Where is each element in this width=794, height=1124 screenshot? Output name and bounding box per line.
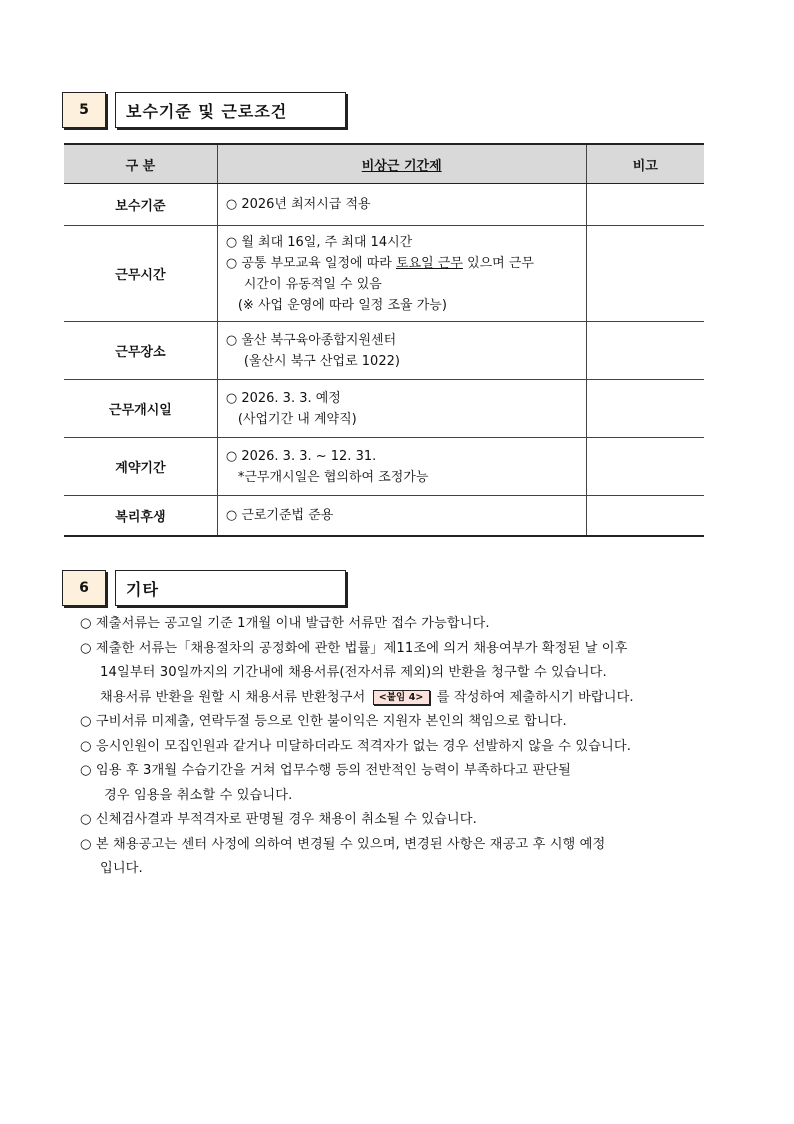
section-5-title: 보수기준 및 근로조건 — [115, 92, 346, 128]
content-line: (울산시 북구 산업로 1022) — [243, 353, 400, 369]
other-notes-list — [80, 612, 720, 882]
note-item: ○ 임용 후 3개월 수습기간을 거쳐 업무수행 등의 전반적인 능력이 부족하다고 판단될 — [80, 763, 571, 778]
row-content-contract-period — [217, 438, 586, 496]
row-label-pay-standard: 보수기준 — [64, 184, 217, 226]
table-row — [64, 322, 704, 380]
row-label-contract-period: 계약기간 — [64, 438, 217, 496]
row-content-work-hours — [217, 226, 586, 322]
row-label-start-date: 근무개시일 — [64, 380, 217, 438]
content-line: *근무개시일은 협의하여 조정가능 — [237, 469, 429, 485]
row-note — [586, 184, 704, 226]
content-line: 시간이 유동적일 수 있음 — [243, 276, 382, 292]
content-line: ○ 2026년 최저시급 적용 — [225, 197, 371, 212]
note-text: 채용서류 반환을 원할 시 채용서류 반환청구서 — [100, 689, 366, 705]
note-item: ○ 응시인원이 모집인원과 같거나 미달하더라도 적격자가 없는 경우 선발하지 않을 수 있습니다. — [80, 738, 631, 754]
attachment-4-tag: <붙임 4> — [373, 690, 430, 705]
note-item-continuation — [80, 686, 720, 711]
saturday-work-text: 토요일 근무 — [396, 255, 463, 271]
content-line: ○ 울산 북구육아종합지원센터 — [225, 332, 397, 348]
row-content-start-date — [217, 380, 586, 438]
note-item: ○ 구비서류 미제출, 연락두절 등으로 인한 불이익은 지원자 본인의 책임으로 합니다. — [80, 714, 567, 729]
row-label-work-place: 근무장소 — [64, 322, 217, 380]
content-line: ○ 월 최대 16일, 주 최대 14시간 — [225, 234, 413, 250]
row-note — [586, 226, 704, 322]
table-row — [64, 226, 704, 322]
table-row — [64, 438, 704, 496]
content-line: ○ 2026. 3. 3. 예정 — [225, 390, 341, 406]
row-note — [586, 438, 704, 496]
row-label-benefits: 복리후생 — [64, 496, 217, 536]
working-conditions-table — [64, 143, 704, 537]
content-line: (※ 사업 운영에 따라 일정 조율 가능) — [237, 297, 447, 313]
table-row — [64, 496, 704, 536]
content-line: ○ 2026. 3. 3. ~ 12. 31. — [225, 448, 377, 464]
row-note — [586, 496, 704, 536]
note-item-continuation: 입니다. — [100, 861, 143, 876]
row-content-benefits — [217, 496, 586, 536]
row-content-pay-standard — [217, 184, 586, 226]
table-row — [64, 184, 704, 226]
content-line — [226, 253, 586, 274]
header-part-time-contract: 비상근 기간제 — [217, 144, 586, 184]
table-row — [64, 380, 704, 438]
header-category: 구 분 — [64, 144, 217, 184]
row-label-work-hours: 근무시간 — [64, 226, 217, 322]
note-item-continuation: 경우 임용을 취소할 수 있습니다. — [104, 787, 293, 803]
row-content-work-place — [217, 322, 586, 380]
content-line: ○ 근로기준법 준용 — [225, 507, 334, 523]
section-6-title: 기타 — [115, 570, 346, 606]
section-6-number: 6 — [62, 570, 106, 606]
note-item: ○ 제출한 서류는「채용절차의 공정화에 관한 법률」제11조에 의거 채용여부가 확정된 날 이후 — [80, 640, 628, 656]
row-note — [586, 322, 704, 380]
note-item: ○ 제출서류는 공고일 기준 1개월 이내 발급한 서류만 접수 가능합니다. — [80, 616, 490, 631]
note-text: 를 작성하여 제출하시기 바랍니다. — [436, 689, 634, 705]
row-note — [586, 380, 704, 438]
note-item: ○ 본 채용공고는 센터 사정에 의하여 변경될 수 있으며, 변경된 사항은 재공고 후 시행 예정 — [80, 836, 606, 852]
content-text: ○ 공통 부모교육 일정에 따라 — [225, 255, 396, 271]
note-item: ○ 신체검사결과 부적격자로 판명될 경우 채용이 취소될 수 있습니다. — [80, 812, 477, 827]
content-line: (사업기간 내 계약직) — [237, 411, 357, 427]
section-5-number: 5 — [62, 92, 106, 128]
note-item-continuation: 14일부터 30일까지의 기간내에 채용서류(전자서류 제외)의 반환을 청구할 수 있습니다. — [100, 665, 607, 680]
table-header-row — [64, 144, 704, 184]
header-remarks: 비고 — [586, 144, 704, 184]
content-text: 있으며 근무 — [462, 255, 534, 271]
